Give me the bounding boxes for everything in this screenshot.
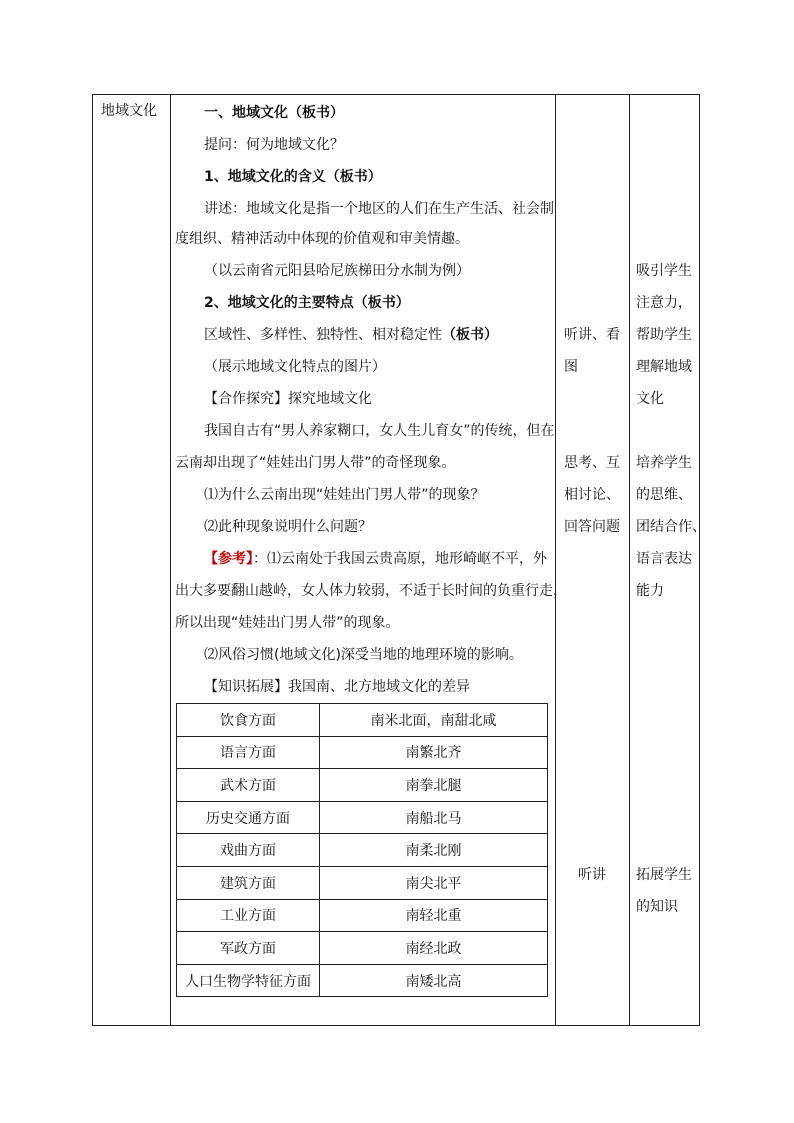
features-line	[204, 326, 498, 344]
table-row	[177, 866, 548, 899]
design-intent-2: 培养学生	[636, 455, 692, 471]
cooperative-inquiry-title: 【合作探究】探究地域文化	[204, 391, 372, 407]
aspect-cell: 历史交通方面	[177, 801, 320, 834]
difference-cell: 南船北马	[320, 801, 548, 834]
table-row	[177, 736, 548, 769]
reference-label: 【参考】	[204, 551, 253, 567]
table-row	[177, 704, 548, 737]
design-intent-3: 拓展学生	[636, 867, 692, 883]
heading-meaning: 1、地域文化的含义（板书）	[204, 169, 382, 185]
design-intent-3: 的知识	[636, 899, 678, 915]
design-intent-1: 理解地域	[636, 359, 692, 375]
example-note: （以云南省元阳县哈尼族梯田分水制为例）	[204, 263, 470, 279]
aspect-cell: 戏曲方面	[177, 834, 320, 867]
question-2: ⑵此种现象说明什么问题？	[204, 519, 372, 535]
question-1: ⑴为什么云南出现“娃娃出门男人带”的现象？	[204, 487, 485, 503]
features-text: 区域性、多样性、独特性、相对稳定性	[204, 327, 442, 343]
features-tag: （板书）	[442, 327, 498, 343]
difference-cell: 南米北面，南甜北咸	[320, 704, 548, 737]
north-south-comparison-table	[176, 703, 548, 997]
reference-line: 出大多要翻山越岭，女人体力较弱，不适于长时间的负重行走，	[175, 583, 567, 599]
inquiry-text-line: 我国自古有“男人养家糊口，女人生儿育女”的传统，但在	[204, 423, 555, 439]
difference-cell: 南拳北腿	[320, 769, 548, 802]
table-row	[177, 769, 548, 802]
column-divider	[170, 95, 171, 1025]
aspect-cell: 军政方面	[177, 932, 320, 965]
student-activity-2: 回答问题	[564, 519, 620, 535]
table-row	[177, 899, 548, 932]
table-row	[177, 834, 548, 867]
inquiry-text-line: 云南却出现了“娃娃出门男人带”的奇怪现象。	[175, 455, 456, 471]
design-intent-2: 能力	[636, 583, 664, 599]
reference-line: 所以出现“娃娃出门男人带”的现象。	[175, 615, 400, 631]
student-activity-1: 图	[564, 359, 578, 375]
student-activity-2: 相讨论、	[564, 487, 620, 503]
design-intent-1: 注意力，	[636, 295, 692, 311]
explanation-line: 讲述：地域文化是指一个地区的人们在生产生活、社会制	[204, 201, 554, 217]
column-divider	[555, 95, 556, 1025]
design-intent-2: 的思维、	[636, 487, 692, 503]
design-intent-1: 帮助学生	[636, 327, 692, 343]
aspect-cell: 建筑方面	[177, 866, 320, 899]
heading-regional-culture: 一、地域文化（板书）	[204, 105, 344, 121]
question-text: 提问：何为地域文化？	[204, 137, 344, 153]
aspect-cell: 饮食方面	[177, 704, 320, 737]
design-intent-1: 吸引学生	[636, 263, 692, 279]
difference-cell: 南繁北齐	[320, 736, 548, 769]
difference-cell: 南尖北平	[320, 866, 548, 899]
design-intent-1: 文化	[636, 391, 664, 407]
aspect-cell: 工业方面	[177, 899, 320, 932]
reference-text: ：⑴云南处于我国云贵高原，地形崎岖不平，外	[253, 551, 547, 567]
design-intent-2: 团结合作、	[636, 519, 706, 535]
design-intent-2: 语言表达	[636, 551, 692, 567]
difference-cell: 南经北政	[320, 932, 548, 965]
column-divider	[629, 95, 630, 1025]
reference-line: ⑵风俗习惯(地域文化)深受当地的地理环境的影响。	[204, 647, 523, 663]
knowledge-expansion-title: 【知识拓展】我国南、北方地域文化的差异	[204, 679, 470, 695]
table-row	[177, 932, 548, 965]
aspect-cell: 武术方面	[177, 769, 320, 802]
student-activity-3: 听讲	[578, 867, 606, 883]
student-activity-2: 思考、互	[564, 455, 620, 471]
aspect-cell: 人口生物学特征方面	[177, 964, 320, 997]
explanation-line: 度组织、精神活动中体现的价值观和审美情趣。	[175, 231, 469, 247]
student-activity-1: 听讲、看	[564, 327, 620, 343]
row-label: 地域文化	[101, 103, 157, 119]
table-row	[177, 964, 548, 997]
difference-cell: 南轻北重	[320, 899, 548, 932]
show-pictures-note: （展示地域文化特点的图片）	[204, 359, 386, 375]
table-row	[177, 801, 548, 834]
aspect-cell: 语言方面	[177, 736, 320, 769]
heading-features: 2、地域文化的主要特点（板书）	[204, 295, 410, 311]
difference-cell: 南柔北刚	[320, 834, 548, 867]
reference-line	[204, 550, 547, 568]
difference-cell: 南矮北高	[320, 964, 548, 997]
